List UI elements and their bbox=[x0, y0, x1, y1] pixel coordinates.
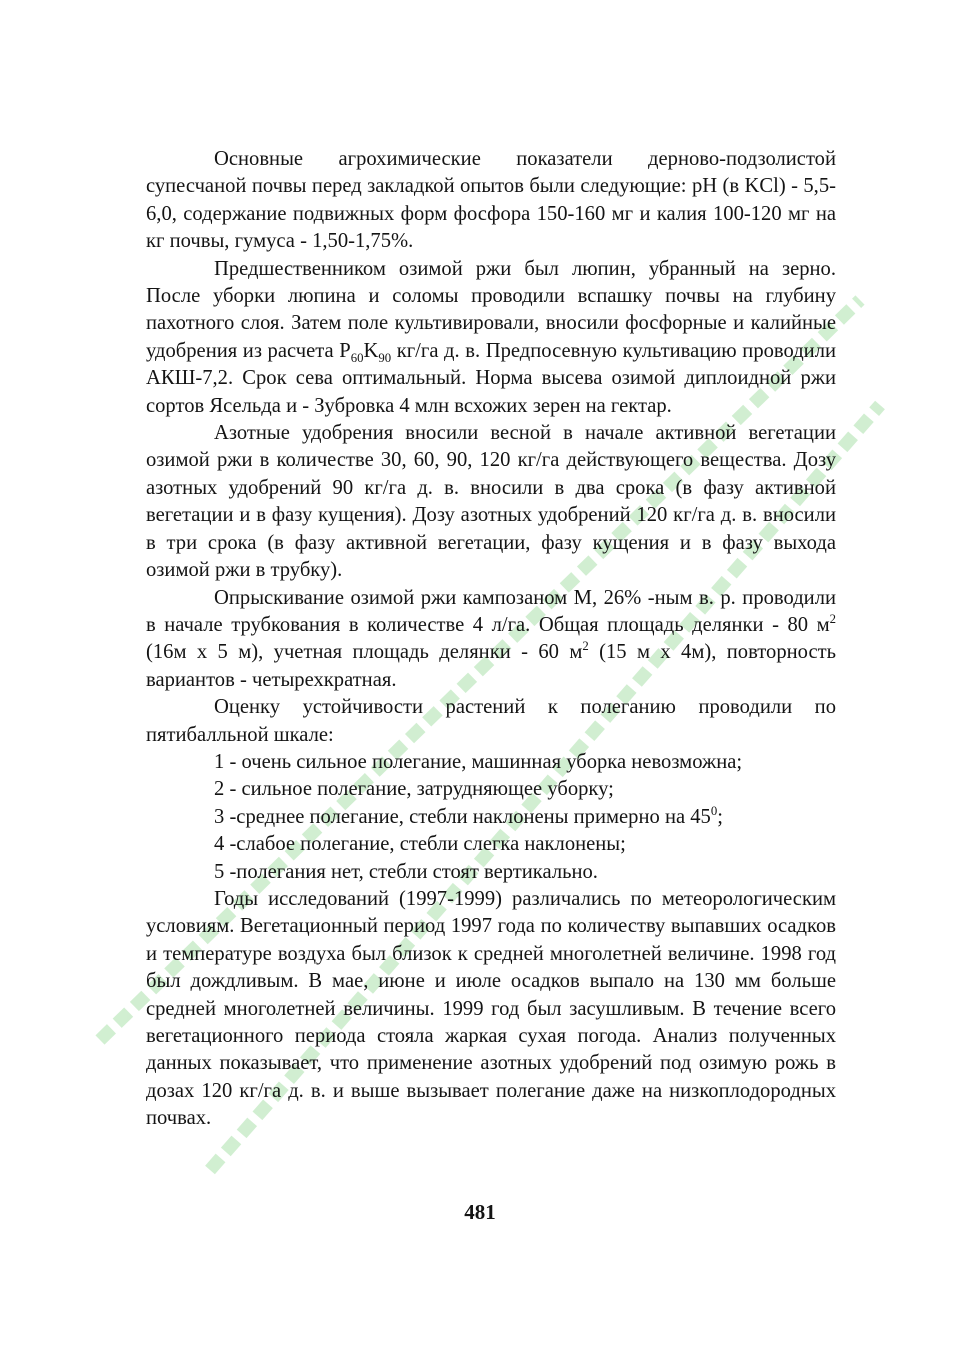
paragraph-spraying-start: Опрыскивание озимой ржи кампозаном М, 26% -ным в. р. проводили в начале трубкования в количестве 4 л/га. Общая площадь делянки - 80 м bbox=[146, 586, 836, 636]
paragraph-spraying-mid: (16м х 5 м), учетная площадь делянки - 60 м bbox=[146, 641, 583, 664]
paragraph-spraying bbox=[146, 585, 836, 695]
paragraph-predecessor-start: Предшественником озимой ржи был люпин, убранный на зерно. После уборки люпина и соломы проводили вспашку почвы на глубину пахотного слоя. Затем поле культивировали, вносили фосфорные и калийные удобрения из расчета bbox=[146, 257, 836, 362]
superscript-area-1: 2 bbox=[829, 612, 836, 627]
document-body bbox=[146, 146, 836, 1133]
scale-item-5: 5 -полегания нет, стебли стоят вертикально. bbox=[214, 860, 598, 883]
paragraph-predecessor-end: кг/га д. в. Предпосевную культивацию проводили АКШ-7,2. Срок сева оптимальный. Норма высева озимой диплоидной ржи сортов Ясельда и - Зубровка 4 млн всхожих зерен на гектар. bbox=[146, 339, 836, 417]
scale-item-1: 1 - очень сильное полегание, машинная уборка невозможна; bbox=[214, 750, 743, 773]
scale-item-4: 4 -слабое полегание, стебли слегка наклонены; bbox=[214, 833, 626, 856]
scale-item-3-end: ; bbox=[717, 805, 723, 828]
paragraph-years-of-research: Годы исследований (1997-1999) различались по метеорологическим условиям. Вегетационный период 1997 года по количеству выпавших осадков и температуре воздуха был близок к средней многолетней величине. 1998 год был дождливым. В мае, июне и июле осадков выпало на 130 мм больше средней многолетней величины. 1999 год был засушливым. В течение всего вегетационного периода стояла жаркая сухая погода. Анализ полученных данных показывает, что применение азотных удобрений под озимую рожь в дозах 120 кг/га д. в. и выше вызывает полегание даже на низкоплодородных почвах. bbox=[146, 887, 836, 1130]
paragraph-soil-indicators: Основные агрохимические показатели дерново-подзолистой супесчаной почвы перед закладкой опытов были следующие: pH (в KCl) - 5,5-6,0, содержание подвижных форм фосфора 150-160 мг и калия 100-120 мг на кг почвы, гумуса - 1,50-1,75%. bbox=[146, 148, 836, 253]
scale-item-2: 2 - сильное полегание, затрудняющее уборку; bbox=[214, 778, 614, 801]
subscript-p: 60 bbox=[350, 350, 364, 365]
paragraph-nitrogen-fertilizers: Азотные удобрения вносили весной в начале активной вегетации озимой ржи в количестве 30, 60, 90, 120 кг/га действующего вещества. Дозу азотных удобрений 90 кг/га д. в. вносили в два срока (в фазу активной вегетации и в фазу кущения). Дозу азотных удобрений 120 кг/га д. в. вносили в три срока (в фазу активной вегетации, фазу кущения и в фазу выхода озимой ржи в трубку). bbox=[146, 422, 836, 582]
scale-item-3 bbox=[214, 804, 836, 831]
paragraph-lodging-scale-intro: Оценку устойчивости растений к полеганию проводили по пятибалльной шкале: bbox=[146, 696, 836, 746]
degree-superscript: 0 bbox=[710, 803, 718, 818]
lodging-scale-list bbox=[146, 749, 836, 886]
paragraph-predecessor bbox=[146, 256, 836, 420]
subscript-k: 90 bbox=[378, 350, 392, 365]
symbol-k: K bbox=[363, 339, 379, 362]
page-number: 481 bbox=[464, 1200, 496, 1224]
symbol-p: P bbox=[339, 339, 351, 362]
scale-item-3-text: 3 -среднее полегание, стебли наклонены примерно на 45 bbox=[214, 805, 711, 828]
superscript-area-2: 2 bbox=[582, 639, 589, 654]
paragraph-spraying-end: (15 м х 4м), повторность вариантов - четырехкратная. bbox=[146, 641, 836, 691]
